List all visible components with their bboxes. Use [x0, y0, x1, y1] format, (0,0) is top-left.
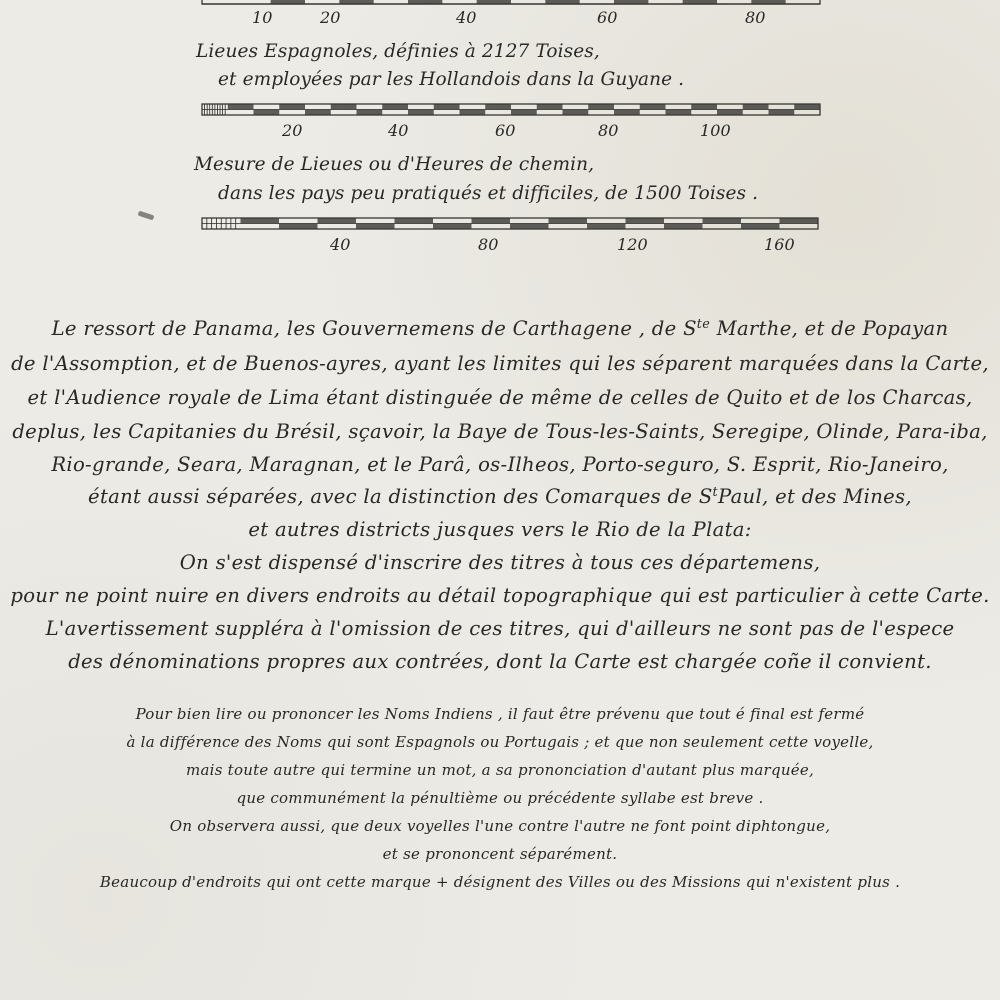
hours-tick-120: 120: [617, 235, 648, 254]
spanish-tick-20: 20: [282, 121, 303, 140]
scale-segment: [691, 104, 717, 110]
note-line-1: Pour bien lire ou prononcer les Noms Indiens , il faut être prévenu que tout é final est fermé: [135, 705, 865, 723]
scale-segment: [408, 0, 442, 4]
scale-segment: [683, 0, 717, 4]
top-tick-40: 40: [456, 8, 477, 27]
para-line-1: Le ressort de Panama, les Gouvernemens de Carthagene , de $S^{te}$ Marthe, et de Popayan: [51, 317, 949, 340]
top-tick-60: 60: [597, 8, 618, 27]
scale-segment: [241, 218, 280, 224]
scale-segment: [769, 110, 795, 116]
scale-segment: [614, 0, 648, 4]
note-line-2: à la différence des Noms qui sont Espagnols ou Portugais ; et que non seulement cette voyelle,: [126, 733, 874, 751]
spanish-tick-100: 100: [700, 121, 731, 140]
para-line-5: Rio-grande, Seara, Maragnan, et le Parâ, os-Ilheos, Porto-seguro, S. Esprit, Rio-Janeiro,: [51, 453, 949, 476]
scale-segment: [549, 218, 588, 224]
spanish-tick-40: 40: [388, 121, 409, 140]
top-tick-10: 10: [252, 8, 273, 27]
note-line-4: que communément la pénultième ou précédente syllabe est breve .: [236, 789, 764, 807]
hours-scale-caption-2: dans les pays peu pratiqués et difficiles, de 1500 Toises .: [218, 183, 759, 204]
spanish-scale-caption-1: Lieues Espagnoles, définies à 2127 Toises,: [196, 41, 600, 62]
scale-segment: [743, 104, 769, 110]
scale-segment: [254, 110, 280, 116]
scale-segment: [537, 104, 563, 110]
scale-segment: [331, 104, 357, 110]
scale-segment: [279, 104, 305, 110]
scale-segment: [794, 104, 820, 110]
scale-segment: [305, 110, 331, 116]
scale-segment: [434, 104, 460, 110]
para-line-9: pour ne point nuire en divers endroits au détail topographique qui est particulier à cette Carte.: [10, 584, 990, 607]
para-line-3: et l'Audience royale de Lima étant distinguée de même de celles de Quito et de los Charcas,: [27, 386, 973, 409]
hours-scale-bar: [202, 218, 818, 229]
scale-segment: [382, 104, 408, 110]
scale-segment: [477, 0, 511, 4]
scale-segment: [339, 0, 373, 4]
scale-segment: [472, 218, 511, 224]
scale-segment: [587, 224, 626, 230]
scale-segment: [395, 218, 434, 224]
hours-tick-80: 80: [478, 235, 499, 254]
hours-tick-160: 160: [764, 235, 795, 254]
spanish-tick-80: 80: [598, 121, 619, 140]
top-tick-80: 80: [745, 8, 766, 27]
spanish-leagues-scale-bar: [202, 104, 820, 115]
scale-segment: [640, 104, 666, 110]
scale-segment: [271, 0, 305, 4]
scale-segment: [780, 218, 819, 224]
scale-segment: [485, 104, 511, 110]
scale-segment: [588, 104, 614, 110]
note-line-3: mais toute autre qui termine un mot, a sa prononciation d'autant plus marquée,: [185, 761, 814, 779]
scale-segment: [356, 224, 395, 230]
scale-segment: [545, 0, 579, 4]
scale-segment: [666, 110, 692, 116]
para-line-4: deplus, les Capitanies du Brésil, sçavoir, la Baye de Tous-les-Saints, Seregipe, Olinde, Para-iba,: [12, 420, 988, 443]
para-line-10: L'avertissement suppléra à l'omission de ces titres, qui d'ailleurs ne sont pas de l'espece: [45, 617, 955, 640]
note-line-5: On observera aussi, que deux voyelles l'une contre l'autre ne font point diphtongue,: [169, 817, 831, 835]
note-line-7: Beaucoup d'endroits qui ont cette marque + désignent des Villes ou des Missions qui n'existent plus .: [99, 873, 901, 891]
para-line-7: et autres districts jusques vers le Rio de la Plata:: [248, 518, 752, 541]
hours-tick-40: 40: [330, 235, 351, 254]
spanish-scale-caption-2: et employées par les Hollandois dans la Guyane .: [218, 69, 685, 90]
scale-segment: [460, 110, 486, 116]
para-line-8: On s'est dispensé d'inscrire des titres à tous ces départemens,: [179, 551, 821, 574]
hours-scale-caption-1: Mesure de Lieues ou d'Heures de chemin,: [194, 154, 595, 175]
top-scale-bar: [202, 0, 820, 4]
scale-segment: [614, 110, 640, 116]
scale-segment: [717, 110, 743, 116]
scale-segment: [511, 110, 537, 116]
para-line-6: étant aussi séparées, avec la distinction des Comarques de $S^tPaul$, et des Mines,: [88, 485, 912, 508]
scale-segment: [563, 110, 589, 116]
scale-segment: [626, 218, 665, 224]
note-line-6: et se prononcent séparément.: [382, 845, 618, 863]
spanish-tick-60: 60: [495, 121, 516, 140]
scale-segment: [741, 224, 780, 230]
scale-segment: [228, 104, 254, 110]
scale-segment: [318, 218, 357, 224]
scale-segment: [510, 224, 549, 230]
para-line-11: des dénominations propres aux contrées, dont la Carte est chargée coñe il convient.: [68, 650, 932, 673]
scale-segment: [664, 224, 703, 230]
scale-segment: [408, 110, 434, 116]
scale-segment: [703, 218, 742, 224]
para-line-2: de l'Assomption, et de Buenos-ayres, ayant les limites qui les séparent marquées dans la Carte,: [11, 352, 989, 375]
scale-segment: [433, 224, 472, 230]
scale-segment: [279, 224, 318, 230]
top-tick-20: 20: [320, 8, 341, 27]
scale-segment: [357, 110, 383, 116]
